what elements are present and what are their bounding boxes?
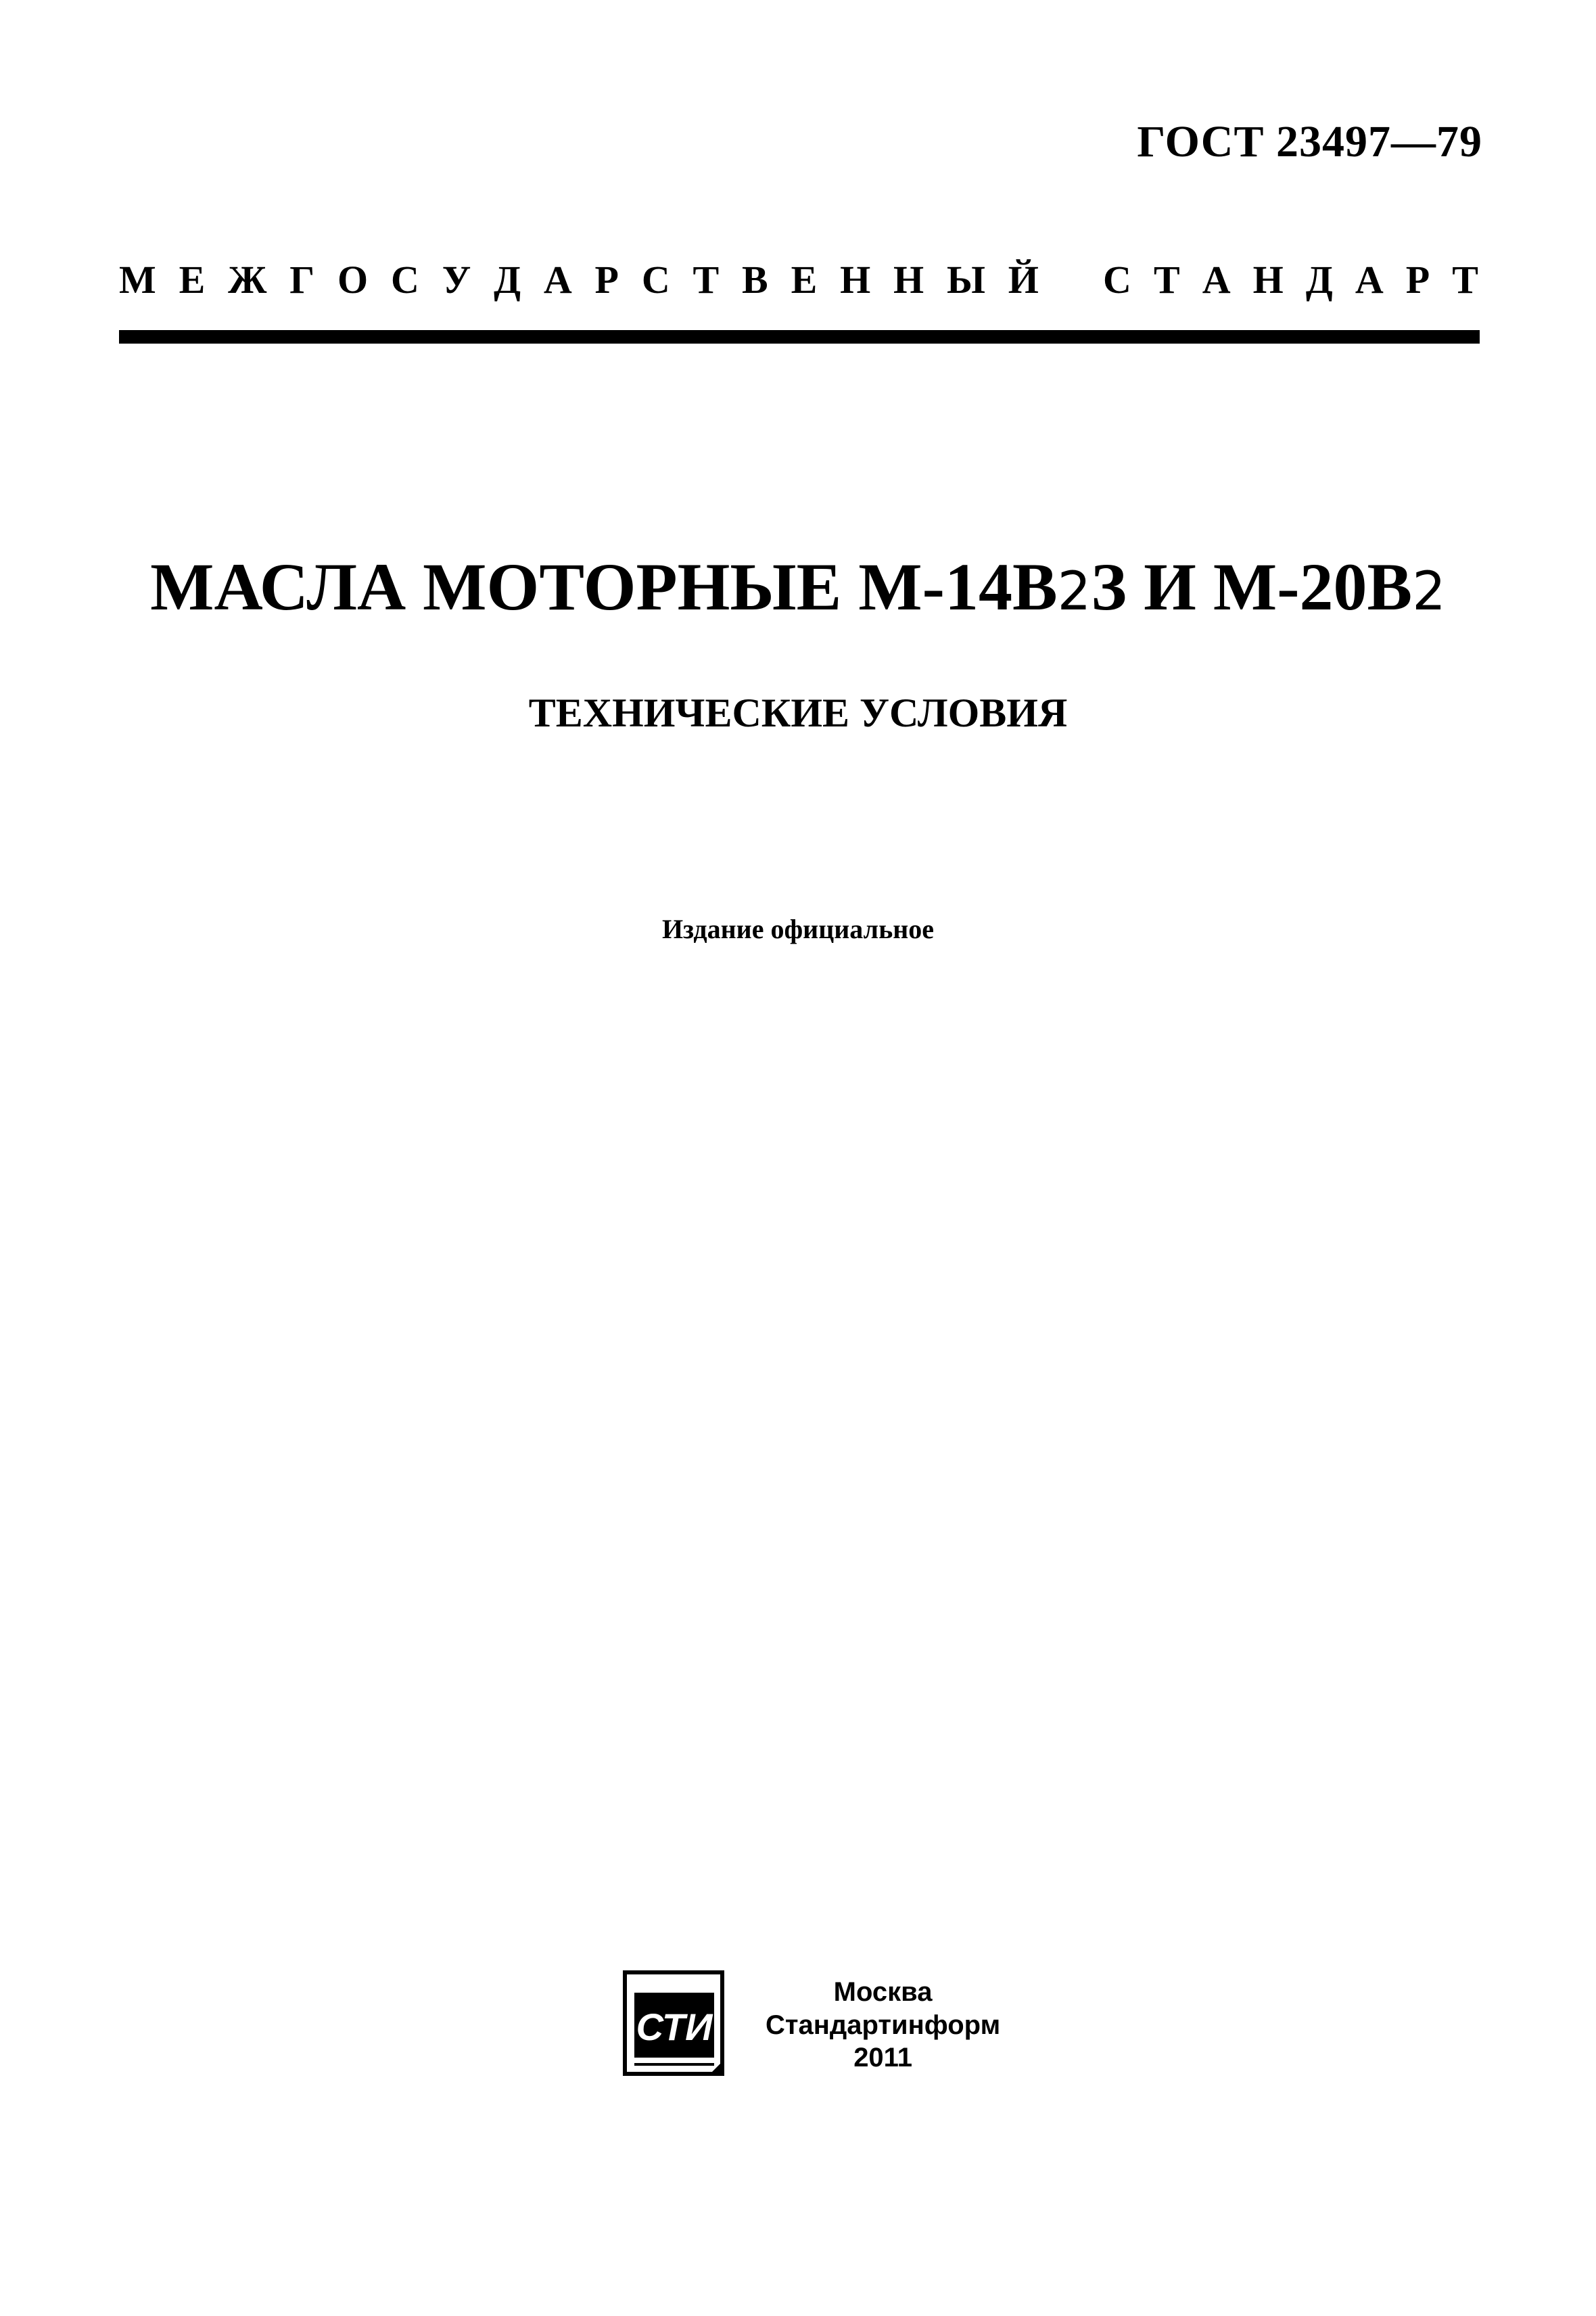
letter: С [1103, 258, 1131, 302]
letter: А [1355, 258, 1384, 302]
letter: Т [1452, 258, 1478, 302]
standard-type-word-interstate [119, 257, 1039, 302]
document-title [0, 548, 1596, 626]
publisher-block [622, 1970, 1000, 2081]
publisher-text [766, 1976, 1000, 2075]
letter: Д [1305, 258, 1333, 302]
publisher-name: Стандартинформ [766, 2010, 1001, 2040]
letter: Р [1405, 258, 1430, 302]
letter: О [337, 258, 369, 302]
letter: М [119, 258, 156, 302]
letter: В [742, 258, 768, 302]
document-subtitle: ТЕХНИЧЕСКИЕ УСЛОВИЯ [528, 691, 1068, 735]
title-subscript-2: 2 [1412, 561, 1446, 622]
letter: У [442, 258, 471, 302]
title-part-2: З И М-20В [1091, 549, 1413, 624]
letter: Н [893, 258, 924, 302]
letter: Е [179, 258, 206, 302]
letter: Ж [228, 258, 267, 302]
header-rule [119, 330, 1480, 344]
title-part-1: МАСЛА МОТОРНЫЕ М-14В [150, 549, 1058, 624]
standard-type-line [119, 257, 1478, 302]
title-subscript-1: 2 [1057, 561, 1092, 622]
letter: С [390, 258, 419, 302]
letter: Й [1008, 258, 1039, 302]
letter: А [1202, 258, 1231, 302]
document-code: ГОСТ 23497—79 [1137, 117, 1482, 166]
letter: Д [494, 258, 521, 302]
letter: Р [594, 258, 619, 302]
publisher-city: Москва [833, 1976, 933, 2007]
letter: А [543, 258, 572, 302]
letter: Е [791, 258, 818, 302]
letter: Ы [946, 258, 985, 302]
svg-text:СТИ: СТИ [636, 2006, 713, 2048]
letter: Г [289, 258, 315, 302]
standartinform-logo-icon [622, 1970, 725, 2081]
edition-note: Издание официальное [661, 914, 935, 944]
letter: Н [1252, 258, 1284, 302]
letter: С [641, 258, 670, 302]
letter: Н [840, 258, 871, 302]
standard-type-word-standard [1103, 257, 1478, 302]
letter: Т [1153, 258, 1180, 302]
letter: Т [693, 258, 720, 302]
publisher-year: 2011 [853, 2043, 912, 2073]
